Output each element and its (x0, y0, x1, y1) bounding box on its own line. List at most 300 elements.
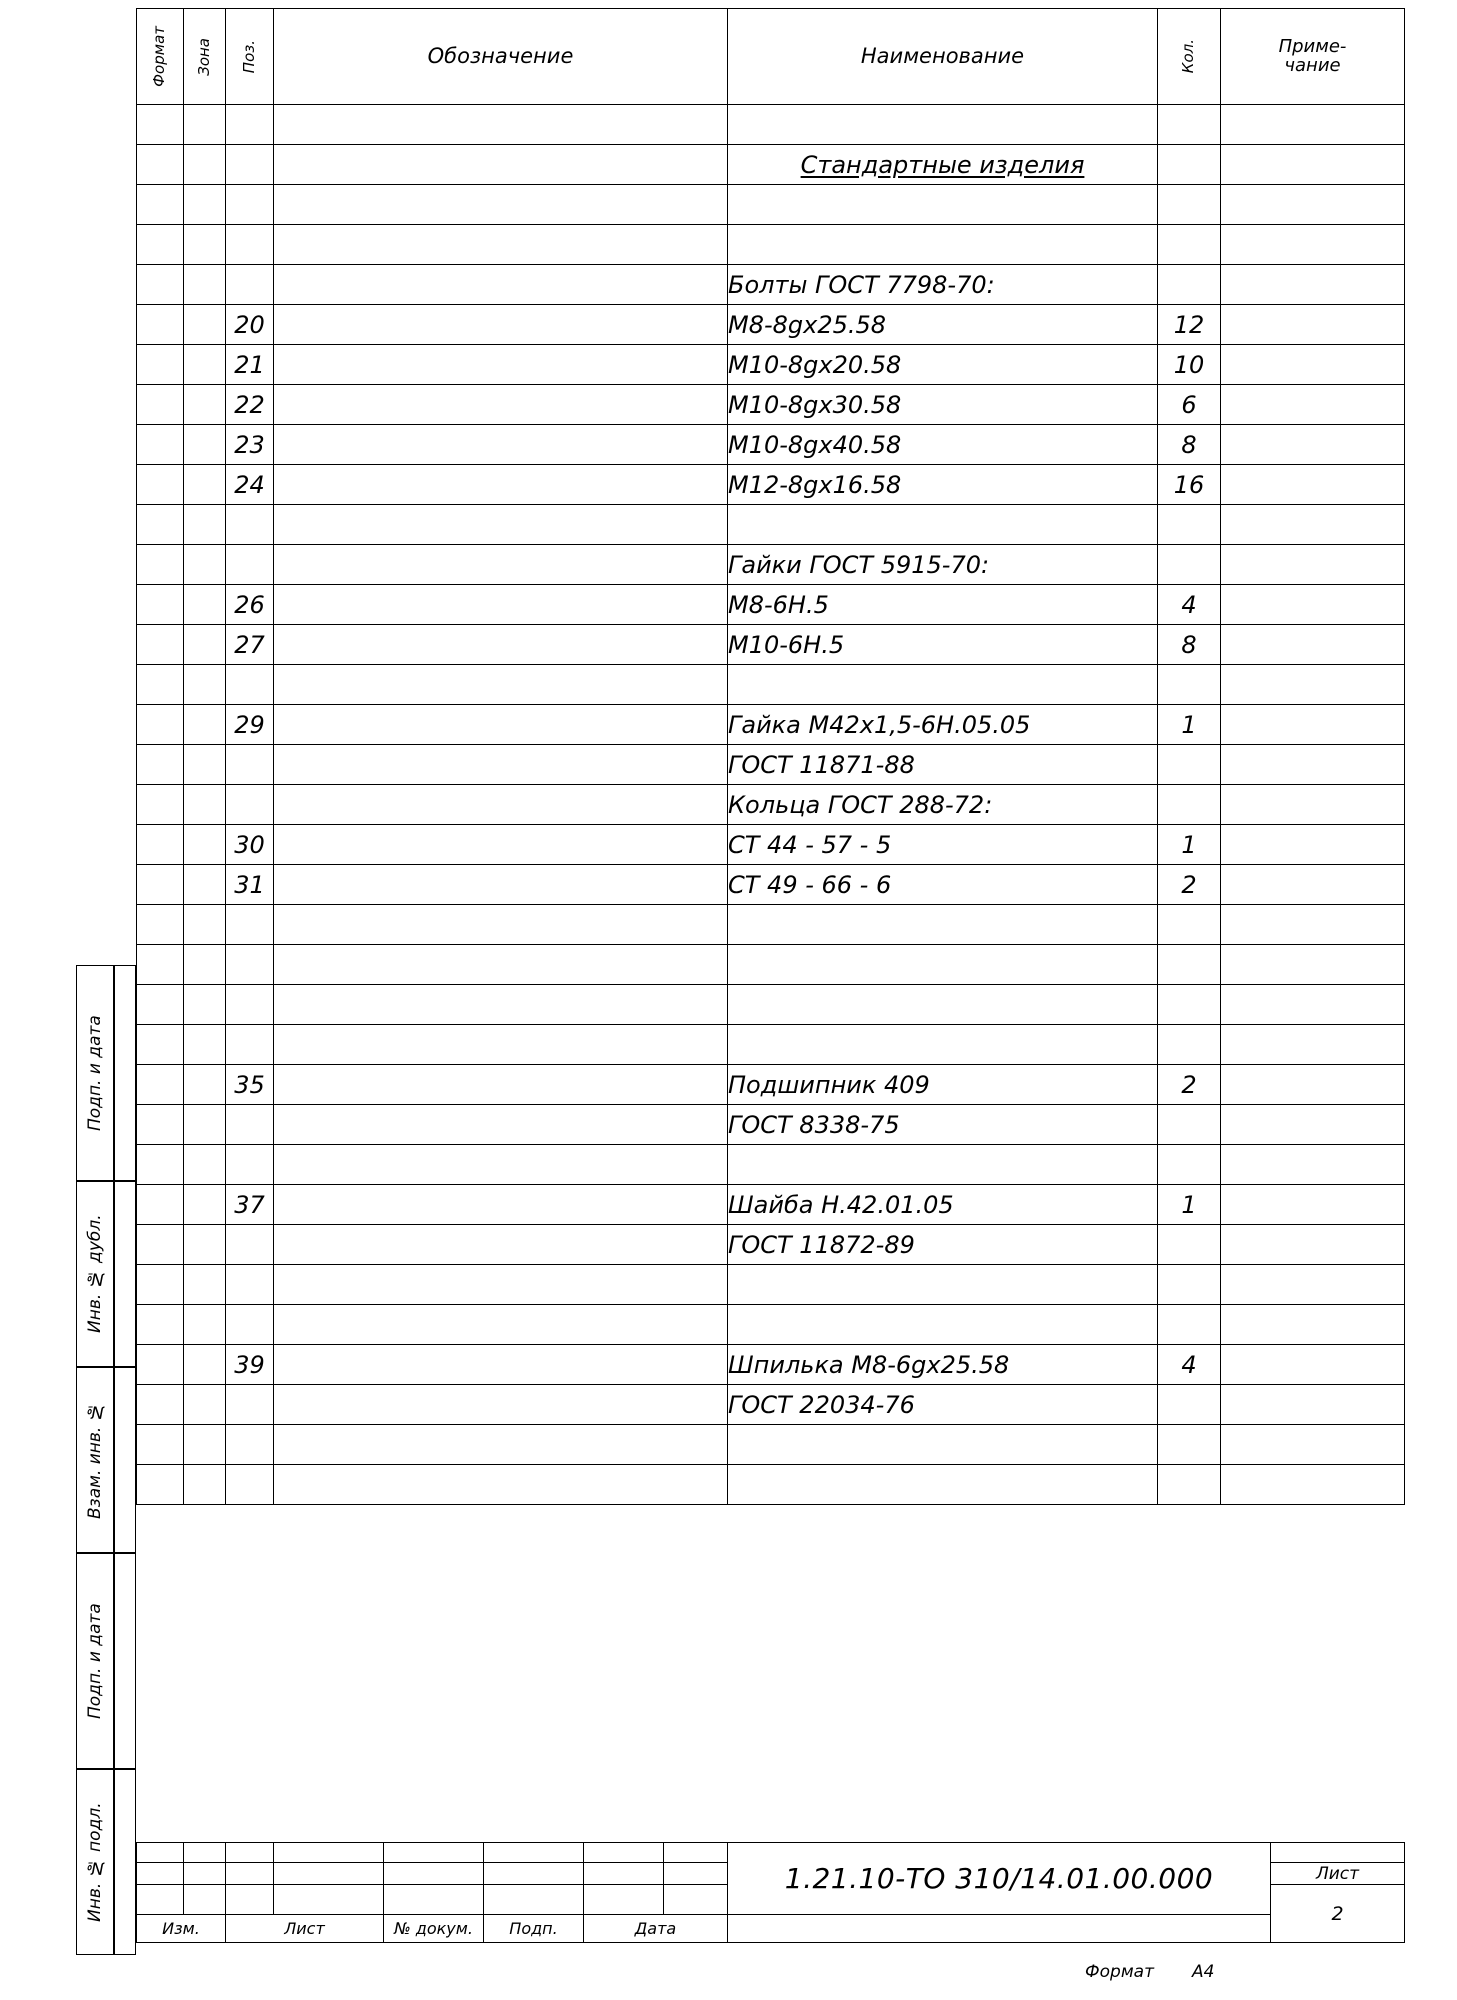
cell-designation (274, 1025, 728, 1065)
table-row (137, 265, 1405, 305)
table-row (137, 345, 1405, 385)
cell-format (137, 225, 184, 265)
cell-note (1221, 1465, 1405, 1505)
cell-note (1221, 105, 1405, 145)
cell-poz: 20 (226, 305, 274, 345)
cell-designation (274, 385, 728, 425)
cell-designation (274, 305, 728, 345)
cell-poz (226, 1105, 274, 1145)
cell-zone (184, 1385, 226, 1425)
cell-poz: 26 (226, 585, 274, 625)
cell-name (728, 1305, 1158, 1345)
cell-poz: 39 (226, 1345, 274, 1385)
cell-note (1221, 785, 1405, 825)
cell-note (1221, 1185, 1405, 1225)
cell-poz (226, 1305, 274, 1345)
cell-designation (274, 105, 728, 145)
cell-note (1221, 905, 1405, 945)
table-row (137, 1145, 1405, 1185)
cell-format (137, 585, 184, 625)
stamp-cell (137, 1843, 184, 1863)
cell-name: Подшипник 409 (728, 1065, 1158, 1105)
cell-name: СТ 44 - 57 - 5 (728, 825, 1158, 865)
cell-designation (274, 1225, 728, 1265)
cell-name: ГОСТ 11872-89 (728, 1225, 1158, 1265)
cell-note (1221, 825, 1405, 865)
table-row (137, 1305, 1405, 1345)
cell-format (137, 385, 184, 425)
cell-note (1221, 225, 1405, 265)
cell-qty: 6 (1158, 385, 1221, 425)
cell-format (137, 745, 184, 785)
cell-poz (226, 905, 274, 945)
cell-name: ГОСТ 22034-76 (728, 1385, 1158, 1425)
left-margin-label: Подп. и дата (85, 1015, 105, 1131)
cell-poz: 37 (226, 1185, 274, 1225)
cell-qty (1158, 105, 1221, 145)
cell-designation (274, 625, 728, 665)
cell-format (137, 105, 184, 145)
cell-format (137, 545, 184, 585)
table-row (137, 425, 1405, 465)
cell-poz: 21 (226, 345, 274, 385)
stamp-cell (384, 1863, 484, 1885)
cell-qty (1158, 1145, 1221, 1185)
cell-format (137, 1265, 184, 1305)
cell-zone (184, 345, 226, 385)
cell-zone (184, 425, 226, 465)
cell-poz (226, 185, 274, 225)
cell-designation (274, 465, 728, 505)
cell-qty: 16 (1158, 465, 1221, 505)
specification-rows (137, 105, 1405, 1505)
cell-name (728, 1025, 1158, 1065)
cell-qty: 10 (1158, 345, 1221, 385)
cell-format (137, 1385, 184, 1425)
cell-zone (184, 1425, 226, 1465)
cell-format (137, 465, 184, 505)
cell-designation (274, 825, 728, 865)
cell-name (728, 945, 1158, 985)
cell-poz (226, 785, 274, 825)
stamp-cell (1271, 1843, 1405, 1863)
table-row (137, 665, 1405, 705)
cell-poz (226, 985, 274, 1025)
stamp-col-data: Дата (584, 1915, 728, 1943)
cell-zone (184, 385, 226, 425)
cell-poz (226, 1385, 274, 1425)
cell-format (137, 1345, 184, 1385)
cell-format (137, 1065, 184, 1105)
cell-note (1221, 1265, 1405, 1305)
cell-name: Болты ГОСТ 7798-70: (728, 265, 1158, 305)
cell-format (137, 145, 184, 185)
cell-name (728, 985, 1158, 1025)
cell-note (1221, 665, 1405, 705)
cell-poz: 23 (226, 425, 274, 465)
cell-qty (1158, 1385, 1221, 1425)
cell-note (1221, 1025, 1405, 1065)
cell-zone (184, 625, 226, 665)
stamp-cell (664, 1863, 728, 1885)
table-row (137, 865, 1405, 905)
col-header-format-label: Формат (150, 26, 169, 87)
cell-note (1221, 865, 1405, 905)
left-margin-strip-3 (114, 1367, 136, 1553)
cell-note (1221, 985, 1405, 1025)
table-row (137, 785, 1405, 825)
cell-name: Шпилька М8-6gх25.58 (728, 1345, 1158, 1385)
left-margin-strip-4 (114, 1553, 136, 1769)
stamp-cell (274, 1885, 384, 1915)
cell-zone (184, 145, 226, 185)
col-header-name-label: Наименование (860, 44, 1025, 69)
cell-designation (274, 545, 728, 585)
format-note-label: Формат (1085, 1962, 1154, 1982)
cell-zone (184, 585, 226, 625)
col-header-poz-label: Поз. (239, 39, 258, 74)
cell-format (137, 1425, 184, 1465)
stamp-cell (384, 1885, 484, 1915)
cell-format (137, 625, 184, 665)
cell-qty (1158, 185, 1221, 225)
format-note-value: А4 (1192, 1962, 1215, 1982)
cell-qty: 2 (1158, 865, 1221, 905)
cell-designation (274, 1105, 728, 1145)
cell-name (728, 1265, 1158, 1305)
stamp-sheet-label: Лист (1271, 1863, 1405, 1885)
cell-qty (1158, 905, 1221, 945)
cell-zone (184, 105, 226, 145)
col-header-format (137, 9, 184, 105)
table-row (137, 1065, 1405, 1105)
cell-poz (226, 745, 274, 785)
cell-designation (274, 705, 728, 745)
stamp-cell (184, 1843, 226, 1863)
cell-note (1221, 1385, 1405, 1425)
cell-poz: 35 (226, 1065, 274, 1105)
cell-designation (274, 1305, 728, 1345)
stamp-col-izm: Изм. (137, 1915, 226, 1943)
cell-name: ГОСТ 8338-75 (728, 1105, 1158, 1145)
cell-format (137, 1465, 184, 1505)
col-header-designation-label: Обозначение (427, 44, 574, 69)
cell-designation (274, 1465, 728, 1505)
table-row (137, 1105, 1405, 1145)
cell-qty (1158, 545, 1221, 585)
table-row (137, 1345, 1405, 1385)
cell-zone (184, 945, 226, 985)
cell-zone (184, 1105, 226, 1145)
cell-qty: 8 (1158, 425, 1221, 465)
stamp-cell (226, 1863, 274, 1885)
stamp-cell (137, 1863, 184, 1885)
cell-designation (274, 865, 728, 905)
table-row (137, 905, 1405, 945)
cell-name: Гайка М42х1,5-6Н.05.05 (728, 705, 1158, 745)
cell-name (728, 105, 1158, 145)
stamp-cell (184, 1885, 226, 1915)
cell-format (137, 985, 184, 1025)
cell-zone (184, 665, 226, 705)
cell-qty: 8 (1158, 625, 1221, 665)
cell-qty (1158, 745, 1221, 785)
table-row (137, 745, 1405, 785)
left-margin-block-podp-i-data-1 (76, 965, 114, 1181)
cell-name: М10-8gх30.58 (728, 385, 1158, 425)
cell-designation (274, 585, 728, 625)
cell-zone (184, 185, 226, 225)
cell-designation (274, 1345, 728, 1385)
cell-zone (184, 1305, 226, 1345)
table-row (137, 1385, 1405, 1425)
stamp-col-podp: Подп. (484, 1915, 584, 1943)
cell-note (1221, 185, 1405, 225)
cell-name: М10-8gх40.58 (728, 425, 1158, 465)
cell-designation (274, 1065, 728, 1105)
cell-format (137, 505, 184, 545)
cell-qty (1158, 145, 1221, 185)
cell-qty: 4 (1158, 1345, 1221, 1385)
cell-designation (274, 265, 728, 305)
cell-note (1221, 1305, 1405, 1345)
cell-note (1221, 545, 1405, 585)
cell-name: ГОСТ 11871-88 (728, 745, 1158, 785)
cell-name (728, 1425, 1158, 1465)
table-header-row (137, 9, 1405, 105)
left-margin-block-vzam-inv (76, 1367, 114, 1553)
cell-designation (274, 185, 728, 225)
cell-name: СТ 49 - 66 - 6 (728, 865, 1158, 905)
col-header-zone-label: Зона (194, 37, 213, 76)
stamp-row-blank-1 (137, 1843, 1405, 1863)
table-row (137, 1025, 1405, 1065)
cell-format (137, 785, 184, 825)
cell-qty (1158, 785, 1221, 825)
table-row (137, 145, 1405, 185)
cell-poz (226, 945, 274, 985)
stamp-cell (384, 1843, 484, 1863)
left-margin-block-inv-podl (76, 1769, 114, 1955)
cell-qty (1158, 505, 1221, 545)
cell-poz (226, 545, 274, 585)
left-margin-label: Инв. № подл. (85, 1802, 105, 1922)
cell-designation (274, 225, 728, 265)
cell-zone (184, 785, 226, 825)
cell-name: М10-8gх20.58 (728, 345, 1158, 385)
left-margin-label: Подп. и дата (85, 1603, 105, 1719)
cell-format (137, 345, 184, 385)
col-header-note (1221, 9, 1405, 105)
stamp-cell (584, 1863, 664, 1885)
cell-zone (184, 465, 226, 505)
cell-note (1221, 1425, 1405, 1465)
cell-designation (274, 345, 728, 385)
col-header-qty (1158, 9, 1221, 105)
cell-qty (1158, 985, 1221, 1025)
cell-zone (184, 1145, 226, 1185)
cell-poz (226, 105, 274, 145)
cell-note (1221, 345, 1405, 385)
cell-note (1221, 385, 1405, 425)
stamp-cell (484, 1885, 584, 1915)
left-margin-label: Инв. № дубл. (85, 1214, 105, 1334)
cell-format (137, 1025, 184, 1065)
stamp-sheet-number: 2 (1271, 1885, 1405, 1943)
cell-zone (184, 825, 226, 865)
cell-name (728, 665, 1158, 705)
stamp-cell (728, 1915, 1271, 1943)
cell-designation (274, 1185, 728, 1225)
table-row (137, 945, 1405, 985)
cell-note (1221, 1345, 1405, 1385)
cell-qty: 1 (1158, 825, 1221, 865)
col-header-poz (226, 9, 274, 105)
stamp-designation-code: 1.21.10-ТО 310/14.01.00.000 (728, 1843, 1271, 1915)
cell-designation (274, 785, 728, 825)
stamp-cell (664, 1843, 728, 1863)
cell-format (137, 1105, 184, 1145)
cell-note (1221, 945, 1405, 985)
table-row (137, 825, 1405, 865)
specification-table (136, 8, 1405, 1505)
cell-format (137, 905, 184, 945)
stamp-cell (664, 1885, 728, 1915)
col-header-qty-label: Кол. (1179, 39, 1198, 74)
cell-name (728, 1465, 1158, 1505)
cell-poz: 30 (226, 825, 274, 865)
cell-note (1221, 425, 1405, 465)
table-row (137, 505, 1405, 545)
cell-zone (184, 865, 226, 905)
cell-note (1221, 745, 1405, 785)
cell-qty: 2 (1158, 1065, 1221, 1105)
cell-format (137, 865, 184, 905)
cell-designation (274, 505, 728, 545)
cell-name (728, 905, 1158, 945)
cell-designation (274, 1145, 728, 1185)
left-margin-block-inv-dubl (76, 1181, 114, 1367)
stamp-cell (274, 1863, 384, 1885)
cell-format (137, 185, 184, 225)
cell-note (1221, 1225, 1405, 1265)
cell-zone (184, 505, 226, 545)
cell-qty: 12 (1158, 305, 1221, 345)
stamp-cell (226, 1885, 274, 1915)
left-margin-strip-1 (114, 965, 136, 1181)
cell-poz (226, 1025, 274, 1065)
stamp-cell (137, 1885, 184, 1915)
cell-qty (1158, 1225, 1221, 1265)
stamp-row-labels (137, 1915, 1405, 1943)
table-row (137, 1265, 1405, 1305)
cell-qty (1158, 265, 1221, 305)
cell-designation (274, 665, 728, 705)
left-margin-strip-2 (114, 1181, 136, 1367)
cell-format (137, 1225, 184, 1265)
cell-poz: 22 (226, 385, 274, 425)
cell-qty (1158, 1265, 1221, 1305)
cell-note (1221, 705, 1405, 745)
cell-note (1221, 505, 1405, 545)
cell-note (1221, 145, 1405, 185)
cell-format (137, 1185, 184, 1225)
stamp-cell (484, 1843, 584, 1863)
cell-note (1221, 1145, 1405, 1185)
cell-name (728, 1145, 1158, 1185)
table-row (137, 385, 1405, 425)
cell-qty (1158, 225, 1221, 265)
cell-poz: 24 (226, 465, 274, 505)
cell-poz (226, 1145, 274, 1185)
cell-note (1221, 465, 1405, 505)
cell-name: М8-6Н.5 (728, 585, 1158, 625)
cell-note (1221, 585, 1405, 625)
table-row (137, 465, 1405, 505)
stamp-col-list: Лист (226, 1915, 384, 1943)
cell-zone (184, 1225, 226, 1265)
cell-zone (184, 985, 226, 1025)
cell-qty (1158, 1025, 1221, 1065)
cell-poz (226, 265, 274, 305)
cell-qty (1158, 665, 1221, 705)
cell-qty (1158, 1425, 1221, 1465)
cell-poz (226, 1425, 274, 1465)
col-header-note-line2: чание (1284, 54, 1341, 76)
cell-poz (226, 665, 274, 705)
cell-poz (226, 1465, 274, 1505)
table-row (137, 1185, 1405, 1225)
cell-name: М12-8gх16.58 (728, 465, 1158, 505)
cell-name: Шайба Н.42.01.05 (728, 1185, 1158, 1225)
cell-note (1221, 1065, 1405, 1105)
cell-format (137, 825, 184, 865)
cell-zone (184, 1065, 226, 1105)
table-row (137, 985, 1405, 1025)
cell-zone (184, 265, 226, 305)
cell-designation (274, 145, 728, 185)
cell-note (1221, 625, 1405, 665)
cell-qty (1158, 1465, 1221, 1505)
cell-zone (184, 225, 226, 265)
table-row (137, 705, 1405, 745)
cell-zone (184, 545, 226, 585)
cell-qty (1158, 1105, 1221, 1145)
cell-poz (226, 145, 274, 185)
cell-note (1221, 305, 1405, 345)
table-row (137, 105, 1405, 145)
left-margin-label: Взам. инв. № (85, 1401, 105, 1519)
stamp-cell (226, 1843, 274, 1863)
cell-format (137, 265, 184, 305)
cell-format (137, 665, 184, 705)
cell-name: Гайки ГОСТ 5915-70: (728, 545, 1158, 585)
stamp-cell (184, 1863, 226, 1885)
cell-zone (184, 1025, 226, 1065)
cell-zone (184, 1185, 226, 1225)
cell-poz (226, 505, 274, 545)
cell-qty (1158, 1305, 1221, 1345)
cell-zone (184, 1345, 226, 1385)
cell-designation (274, 985, 728, 1025)
cell-note (1221, 265, 1405, 305)
cell-format (137, 1305, 184, 1345)
stamp-cell (584, 1885, 664, 1915)
cell-format (137, 425, 184, 465)
cell-name: М8-8gх25.58 (728, 305, 1158, 345)
left-margin-block-podp-i-data-2 (76, 1553, 114, 1769)
cell-poz: 27 (226, 625, 274, 665)
